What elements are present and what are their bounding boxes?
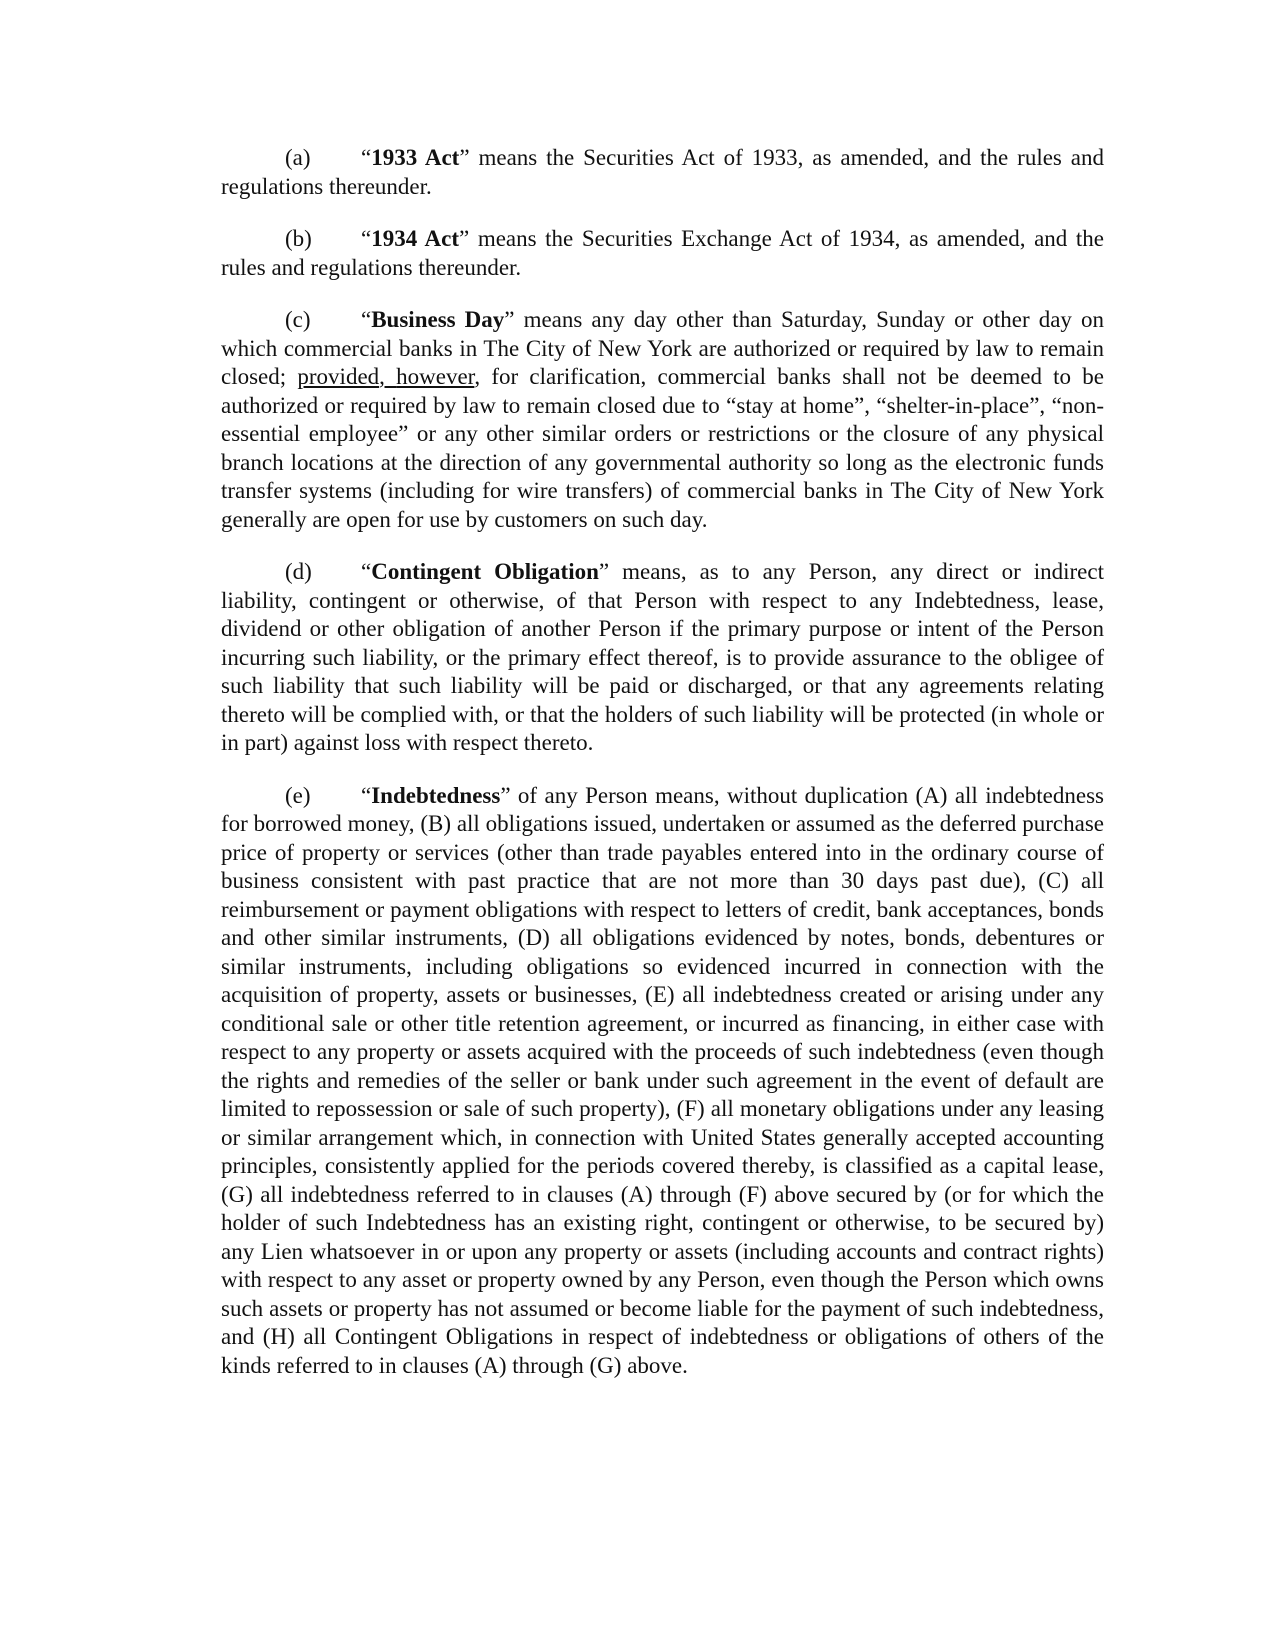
defined-term: Business Day [371, 307, 505, 332]
definition-1934-act: (b) “1934 Act” means the Securities Exchange Act of 1934, as amended, and the rules and regulations thereunder. [221, 226, 1104, 280]
definition-1933-act: (a) “1933 Act” means the Securities Act of 1933, as amended, and the rules and regulations thereunder. [221, 145, 1104, 199]
definition-business-day: (c) “Business Day” means any day other than Saturday, Sunday or other day on which commercial banks in The City of New York are authorized or required by law to remain closed; provided, however, for clarification, commercial banks shall not be deemed to be authorized or required by law to remain closed due to “stay at home”, “shelter-in-place”, “non-essential employee” or any other similar orders or restrictions or the closure of any physical branch locations at the direction of any governmental authority so long as the electronic funds transfer systems (including for wire transfers) of commercial banks in The City of New York generally are open for use by customers on such day. [221, 307, 1105, 532]
paragraph-label: (b) [285, 226, 312, 251]
definition-contingent-obligation: (d) “Contingent Obligation” means, as to any Person, any direct or indirect liability, contingent or otherwise, of that Person with respect to any Indebtedness, lease, dividend or other obligation of another Person if the primary purpose or intent of the Person incurring such liability, or the primary effect thereof, is to provide assurance to the obligee of such liability that such liability will be paid or discharged, or that any agreements relating thereto will be complied with, or that the holders of such liability will be protected (in whole or in part) against loss with respect thereto. [221, 559, 1104, 755]
defined-term: 1933 Act [371, 145, 460, 170]
defined-term: Contingent Obligation [371, 559, 599, 584]
definition-text-continued: , for clarification, commercial banks shall not be deemed to be authorized or required by law to remain closed due to “stay at home”, “shelter-in-place”, “non-essential employee” or any other similar orders or restrictions or the closure of any physical branch locations at the direction of any governmental authority so long as the electronic funds transfer systems (including for wire transfers) of commercial banks in The City of New York generally are open for use by customers on such day. [221, 364, 1104, 532]
underlined-comma: , [379, 364, 397, 389]
document-page [221, 144, 1104, 1404]
underlined-provided: provided [297, 364, 380, 389]
definition-text: means the Securities Act of 1933, as amended, and the rules and regulations thereunder. [221, 145, 1104, 199]
paragraph-label: (d) [285, 559, 312, 584]
paragraph-label: (e) [285, 782, 311, 808]
definition-text: means the Securities Exchange Act of 1934, as amended, and the rules and regulations thereunder. [221, 226, 1104, 280]
definition-text: of any Person means, without duplication (A) all indebtedness for borrowed money, (B) all obligations issued, undertaken or assumed as the deferred purchase price of property or services (other than trade payables entered into in the ordinary course of business consistent with past practice that are not more than 30 days past due), (C) all reimbursement or payment obligations with respect to letters of credit, bank acceptances, bonds and other similar instruments, (D) all obligations evidenced by notes, bonds, debentures or similar instruments, including obligations so evidenced incurred in connection with the acquisition of property, assets or businesses, (E) all indebtedness created or arising under any conditional sale or other title retention agreement, or incurred as financing, in either case with respect to any property or assets acquired with the proceeds of such indebtedness (even though the rights and remedies of the seller or bank under such agreement in the event of default are limited to repossession or sale of such property), (F) all monetary obligations under any leasing or similar arrangement which, in connection with United States generally accepted accounting principles, consistently applied for the periods covered thereby, is classified as a capital lease, (G) all indebtedness referred to in clauses (A) through (F) above secured by (or for which the holder of such Indebtedness has an existing right, contingent or otherwise, to be secured by) any Lien whatsoever in or upon any property or assets (including accounts and contract rights) with respect to any asset or property owned by any Person, even though the Person which owns such assets or property has not assumed or become liable for the payment of such indebtedness, and (H) all Contingent Obligations in respect of indebtedness or obligations of others of the kinds referred to in clauses (A) through (G) above. [221, 782, 1104, 1378]
defined-term: Indebtedness [371, 782, 501, 808]
definition-text: means any day other than Saturday, Sunday or other day on which commercial banks in The City of New York are authorized or required by law to remain closed; [221, 307, 1105, 389]
paragraph-label: (c) [285, 307, 311, 332]
underlined-however: however [396, 364, 475, 389]
defined-term: 1934 Act [371, 226, 460, 251]
definition-text: means, as to any Person, any direct or indirect liability, contingent or otherwise, of that Person with respect to any Indebtedness, lease, dividend or other obligation of another Person if the primary purpose or intent of the Person incurring such liability, or the primary effect thereof, is to provide assurance to the obligee of such liability that such liability will be paid or discharged, or that any agreements relating thereto will be complied with, or that the holders of such liability will be protected (in whole or in part) against loss with respect thereto. [221, 559, 1104, 755]
definition-indebtedness: (e) “Indebtedness” of any Person means, without duplication (A) all indebtedness for borrowed money, (B) all obligations issued, undertaken or assumed as the deferred purchase price of property or services (other than trade payables entered into in the ordinary course of business consistent with past practice that are not more than 30 days past due), (C) all reimbursement or payment obligations with respect to letters of credit, bank acceptances, bonds and other similar instruments, (D) all obligations evidenced by notes, bonds, debentures or similar instruments, including obligations so evidenced incurred in connection with the acquisition of property, assets or businesses, (E) all indebtedness created or arising under any conditional sale or other title retention agreement, or incurred as financing, in either case with respect to any property or assets acquired with the proceeds of such indebtedness (even though the rights and remedies of the seller or bank under such agreement in the event of default are limited to repossession or sale of such property), (F) all monetary obligations under any leasing or similar arrangement which, in connection with United States generally accepted accounting principles, consistently applied for the periods covered thereby, is classified as a capital lease, (G) all indebtedness referred to in clauses (A) through (F) above secured by (or for which the holder of such Indebtedness has an existing right, contingent or otherwise, to be secured by) any Lien whatsoever in or upon any property or assets (including accounts and contract rights) with respect to any asset or property owned by any Person, even though the Person which owns such assets or property has not assumed or become liable for the payment of such indebtedness, and (H) all Contingent Obligations in respect of indebtedness or obligations of others of the kinds referred to in clauses (A) through (G) above. [221, 782, 1104, 1378]
paragraph-label: (a) [285, 145, 311, 170]
